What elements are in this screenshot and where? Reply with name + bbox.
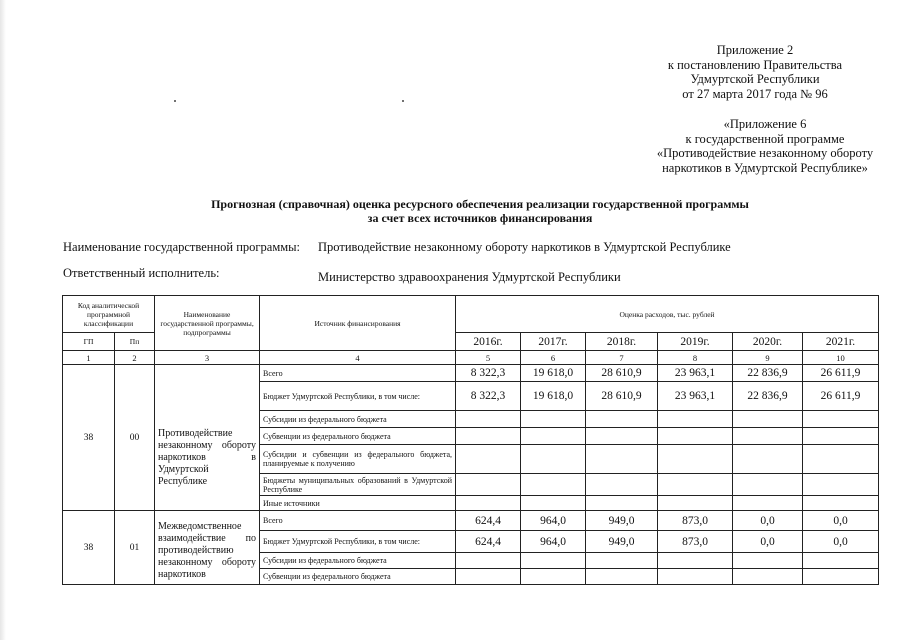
value-cell (586, 553, 658, 569)
funding-source-cell: Субвенции из федерального бюджета (260, 428, 456, 445)
appendix-top (655, 43, 855, 101)
header-year: 2017г. (521, 333, 586, 351)
value-cell (521, 569, 586, 585)
value-cell: 19 618,0 (521, 382, 586, 411)
title-line: Прогнозная (справочная) оценка ресурсного обеспечения реализации государственной программы (211, 197, 749, 211)
column-number: 8 (658, 351, 733, 365)
column-number: 1 (63, 351, 115, 365)
gp-code-cell: 38 (63, 365, 115, 511)
value-cell (803, 411, 879, 428)
value-cell (658, 496, 733, 511)
value-cell (803, 569, 879, 585)
value-cell (521, 496, 586, 511)
header-gp: ГП (63, 333, 115, 351)
value-cell (456, 445, 521, 474)
value-cell (658, 428, 733, 445)
value-cell (586, 569, 658, 585)
gp-code-cell: 38 (63, 511, 115, 585)
header-estimate: Оценка расходов, тыс. рублей (456, 296, 879, 333)
appendix-quote-line: «Приложение 6 (723, 117, 807, 131)
value-cell: 0,0 (803, 531, 879, 553)
scan-speck (174, 100, 176, 102)
appendix-top-line: к постановлению Правительства (667, 57, 843, 72)
title-line: за счет всех источников финансирования (367, 211, 593, 225)
scan-edge-shadow (0, 0, 6, 640)
value-cell (586, 428, 658, 445)
value-cell (456, 553, 521, 569)
table-row (63, 511, 879, 531)
value-cell (456, 569, 521, 585)
appendix-quote (635, 117, 895, 175)
value-cell (521, 428, 586, 445)
funding-source-cell: Всего (260, 511, 456, 531)
value-cell: 0,0 (733, 531, 803, 553)
value-cell: 0,0 (733, 511, 803, 531)
value-cell (521, 474, 586, 496)
value-cell (456, 411, 521, 428)
value-cell (733, 474, 803, 496)
funding-source-cell: Иные источники (260, 496, 456, 511)
value-cell: 28 610,9 (586, 382, 658, 411)
appendix-top-line: от 27 марта 2017 года № 96 (682, 86, 828, 101)
value-cell: 624,4 (456, 531, 521, 553)
funding-table (62, 295, 879, 585)
funding-source-cell: Бюджеты муниципальных образований в Удмуртской Республике (260, 474, 456, 496)
value-cell (658, 474, 733, 496)
header-year: 2021г. (803, 333, 879, 351)
appendix-quote-line: к государственной программе (685, 131, 845, 146)
value-cell (733, 496, 803, 511)
value-cell: 19 618,0 (521, 365, 586, 382)
value-cell: 0,0 (803, 511, 879, 531)
program-label: Наименование государственной программы: (63, 240, 301, 254)
value-cell: 949,0 (586, 531, 658, 553)
value-cell (521, 411, 586, 428)
value-cell: 624,4 (456, 511, 521, 531)
value-cell (733, 569, 803, 585)
header-year: 2020г. (733, 333, 803, 351)
program-name-cell: Межведомственное взаимодействие по противодействию незаконному обороту наркотиков (155, 511, 260, 585)
header-year: 2019г. (658, 333, 733, 351)
value-cell (521, 553, 586, 569)
program-value: Противодействие незаконному обороту наркотиков в Удмуртской Республике (318, 240, 731, 254)
value-cell (586, 411, 658, 428)
header-year: 2018г. (586, 333, 658, 351)
appendix-top-line: Приложение 2 (716, 43, 794, 57)
header-year: 2016г. (456, 333, 521, 351)
appendix-quote-line: наркотиков в Удмуртской Республике» (662, 160, 868, 175)
value-cell (733, 445, 803, 474)
executor-label: Ответственный исполнитель: (63, 266, 220, 280)
value-cell (658, 553, 733, 569)
document-title (150, 197, 810, 225)
value-cell (803, 496, 879, 511)
scan-speck (402, 100, 404, 102)
header-source: Источник финансирования (260, 296, 456, 351)
column-number: 6 (521, 351, 586, 365)
value-cell (456, 474, 521, 496)
funding-source-cell: Субсидии из федерального бюджета (260, 553, 456, 569)
column-number: 10 (803, 351, 879, 365)
value-cell (586, 445, 658, 474)
value-cell (803, 445, 879, 474)
value-cell: 8 322,3 (456, 365, 521, 382)
value-cell: 23 963,1 (658, 365, 733, 382)
column-number: 4 (260, 351, 456, 365)
value-cell (521, 445, 586, 474)
value-cell (733, 411, 803, 428)
value-cell: 964,0 (521, 511, 586, 531)
value-cell: 22 836,9 (733, 382, 803, 411)
value-cell (803, 474, 879, 496)
column-number: 3 (155, 351, 260, 365)
value-cell (658, 569, 733, 585)
funding-source-cell: Субсидии и субвенции из федерального бюджета, планируемые к получению (260, 445, 456, 474)
value-cell (456, 428, 521, 445)
value-cell (658, 445, 733, 474)
funding-source-cell: Субвенции из федерального бюджета (260, 569, 456, 585)
value-cell: 26 611,9 (803, 382, 879, 411)
pp-code-cell: 01 (115, 511, 155, 585)
header-program-name: Наименование государственной программы, подпрограммы (155, 296, 260, 351)
value-cell: 23 963,1 (658, 382, 733, 411)
value-cell: 8 322,3 (456, 382, 521, 411)
appendix-quote-line: «Противодействие незаконному обороту (656, 146, 874, 160)
funding-source-cell: Бюджет Удмуртской Республики, в том числе: (260, 382, 456, 411)
value-cell (586, 474, 658, 496)
value-cell (733, 428, 803, 445)
value-cell: 28 610,9 (586, 365, 658, 382)
column-number: 9 (733, 351, 803, 365)
value-cell: 873,0 (658, 531, 733, 553)
value-cell (658, 411, 733, 428)
header-code: Код аналитической программной классификации (63, 296, 155, 333)
table-row (63, 365, 879, 382)
funding-source-cell: Субсидии из федерального бюджета (260, 411, 456, 428)
value-cell (456, 496, 521, 511)
column-number: 2 (115, 351, 155, 365)
funding-source-cell: Всего (260, 365, 456, 382)
value-cell: 949,0 (586, 511, 658, 531)
program-name-cell: Противодействие незаконному обороту наркотиков в Удмуртской Республике (155, 365, 260, 511)
value-cell: 964,0 (521, 531, 586, 553)
value-cell (803, 428, 879, 445)
value-cell (803, 553, 879, 569)
column-number: 7 (586, 351, 658, 365)
appendix-top-line: Удмуртской Республики (690, 72, 820, 86)
value-cell (733, 553, 803, 569)
column-number: 5 (456, 351, 521, 365)
value-cell: 873,0 (658, 511, 733, 531)
value-cell: 26 611,9 (803, 365, 879, 382)
header-pp: Пп (115, 333, 155, 351)
value-cell: 22 836,9 (733, 365, 803, 382)
pp-code-cell: 00 (115, 365, 155, 511)
value-cell (586, 496, 658, 511)
funding-source-cell: Бюджет Удмуртской Республики, в том числе: (260, 531, 456, 553)
executor-value: Министерство здравоохранения Удмуртской Республики (318, 270, 621, 284)
